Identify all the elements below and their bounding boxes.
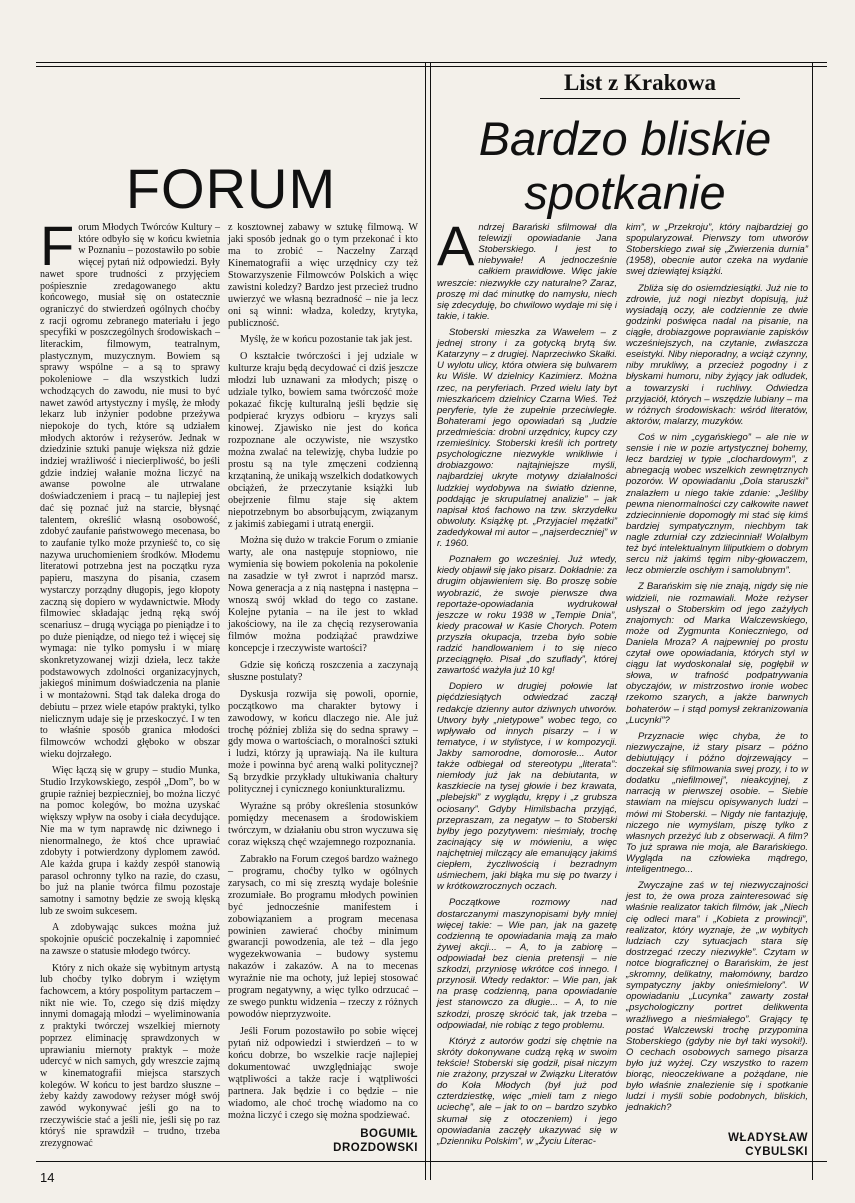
author-signature-forum [300, 1127, 418, 1155]
column-divider [425, 62, 426, 1180]
paragraph-text: ndrzej Barański sfilmował dla telewizji opowiadanie Jana Stoberskiego. I jest to niebywałe! A jednocześnie całkiem prawidłowe. Więc jakie wreszcie: niezwykłe czy naturalne? Zaraz, proszę mi dać minutkę do namysłu, niech się zdecyduję, bo chwilowo wydaje mi się i takie, i takie. [437, 222, 617, 322]
bottom-rule [36, 1161, 827, 1162]
paragraph: Stoberski mieszka za Wawelem – z jednej strony i za gotycką brytą św. Katarzyny – z drugiej. Naprzeciwko Skałki. U wylotu ulicy, która otwiera się bulwarem ku Wiśle. W dzielnicy Kazimierz. Można rzec, na peryferiach. Przed wielu laty byt mieszkańcem dzielnicy Czarna Wieś. Też peryferie, tyle że zupełnie przeciwległe. Bohaterami jego opowiadań są „ludzie przedmieścia: drobni urzędnicy, kupcy czy rzemieślnicy. Stoberski kreśli ich portrety psychologiczne niezwykle wnikliwie i drobiazgowo: najtajniejsze myśli, najbardziej ukryte motywy działalności ludzkiej wydobywa na światło dzienne, poddając je skrupulatnej analizie” – jak napisał ktoś fachowo na tzw. skrzydełku obwoluty. Książkę pt. „Przyjaciel mężatki” zadedykował mi autor – „najserdeczniej” w r. 1960. [437, 326, 617, 550]
paragraph: A zdobywając sukces można już spokojnie opuścić poczekalnię i zapomnieć na zawsze o statusie młodego twórcy. [40, 922, 220, 957]
forum-column-1 [40, 214, 220, 1150]
headline-line: Bardzo bliskie [478, 112, 772, 165]
paragraph: Zabrakło na Forum czegoś bardzo ważnego – programu, choćby tylko w ogólnych zarysach, co mi się zresztą wydaje boleśnie zrozumiałe. Bo programu młodych powinien być jednocześnie manifestem i zobowiązaniem a program mecenasa powinien zawierać choćby minimum gwarancji powodzenia, ale też – dla jego wygezekwowania – budowy systemu nakazów i zakazów. A na to mecenas wyraźnie nie ma ochoty, już lepiej stosować program negatywny, a więc tylko odrzucać – ze swego punktu widzenia – rzeczy z różnych powodów nieprzyzwoite. [228, 853, 418, 1021]
forum-title: FORUM [125, 156, 337, 220]
paragraph: Wyraźne są próby określenia stosunków pomiędzy mecenasem a środowiskiem twórczym, w działaniu obu stron wyczuwa się coraz większą chęć wzajemnego rozpoznania. [228, 801, 418, 848]
paragraph: Przyznacie więc chyba, że to niezwyczajne, iż stary pisarz – późno debiutujący i późno dojrzewający – doczekał się sfilmowania swej prozy, i to w dodatku „niefilmowej”, nieakcyjnej, z narracją w pierwszej osobie. – Siebie stawiam na miejscu opisywanych ludzi – mówi mi Stoberski. – Nigdy nie fantazjuję, niczego nie wymyślam, piszę tylko z własnych przeżyć lub z obserwacji. A film? To już sprawa nie moja, ale Barańskiego. Wygląda na człowieka mądrego, inteligentnego... [626, 730, 808, 876]
drop-cap: F [40, 214, 75, 277]
paragraph-text: orum Młodych Twórców Kultury – które odbyło się w końcu kwietnia w Poznaniu – pozostawiło po sobie więcej pytań niż odpowiedzi. Były nawet spore trudności z przyjęciem pośpiesznie zredagowanego aktu końcowego, musiał się on ostatecznie ograniczyć do stwierdzeń ogólnych choćby z racji ogromu zebranego materiału i jego specyfiki w poszczególnych środowiskach – literackim, filmowym, teatralnym, plastycznym, muzycznym. Bowiem są sprawy wspólne – a są to sprawy pokoleniowe – dla wszystkich ludzi wchodzących do zawodu, nie musi to być nawet zawód artystyczny i myślę, że młody lekarz lub inżynier podobne przeżywa niepokoje do tych, które są udziałem młodych aktorów i reżyserów. Jednak w dziedzinie sztuki panuje większa niż gdzie indziej wrażliwość i niecierpliwość, bo jeśli gdzie indziej wałanie można liczyć na awanse powolne ale utrwalane doświadczeniem i pracą – tu najlepiej jest dać się poznać już na starcie, błysnąć talentem, określić własną osobowość, zdobyć zaufanie państwowego mecenasa, bo to zaufanie tylko może przynieść to, co się nazywa uruchomieniem środków. Młodemu literatowi potrzebna jest na początku ryza papieru, maszyna do pisania, czasem wystarczy porządny długopis, jego kłopoty zaczną się dopiero w wydawnictwie. Młody filmowiec składając jedną ręką swój scenariusz – drugą wyciąga po pieniądze i to po duże pieniądze, od niego też i więcej się wymaga: nie tylko pomysłu i w miarę skonkretyzowanej wizji dzieła, lecz także podstawowych zdolności organizacyjnych, jakiegoś minimum doświadczenia na planie i w montażowni. Stąd tak daleka droga do debiutu – przez wiele etapów praktyki, tylko nielicznym udaje się je przeskoczyć. I w ten to właśnie sposób granica młodości filmowców wchodzi głęboko w obszar wieku dojrzałego. [40, 222, 220, 760]
signature-line: DROZDOWSKI [333, 1142, 418, 1154]
paragraph: Gdzie się kończą roszczenia a zaczynają słuszne postulaty? [228, 659, 418, 683]
paragraph [437, 214, 617, 322]
page-number: 14 [40, 1170, 55, 1185]
paragraph: Więc łączą się w grupy – studio Munka, Studio Irzykowskiego, zespół „Dom”, bo w grupie raźniej bezpieczniej, bo można liczyć na pomoc kolegów, bo można uzyskać większy wpływ na osoby i ciała decydujące. Nie ma w tym naprawdę nic dziwnego i nienormalnego, że ktoś chce uprawiać zdobyty i potwierdzony dyplomem zawód. Ale każda grupa i każdy zespół stanowią parasol ochronny tylko na razie, do czasu, bo już na planie twórca filmu pozostaje samotny i samotny będzie ze swoją klęską lub ze swoim sukcesem. [40, 765, 220, 917]
paragraph: Myślę, że w końcu pozostanie tak jak jest. [240, 334, 413, 346]
paragraph: Dopiero w drugiej połowie lat pięćdziesiątych odwiedzać zaczął redakcje dzienny autor dziwnych utworów. Utwory były „nietypowe” wobec tego, co wpływało od innych pisarzy – i w tematyce, i w stylistyce, i w kompozycji. Jakby samorodne, domorosłe... Autor także odbiegał od stereotypu „literata”: niemłody już jak na debiutanta, w kaszkiecie na tysej głowie i bez krawata, „plebejski” z wyglądu, krępy i „z grubsza ociosany”. Gdyby Himilsbacha przyjąć, przepraszam, za negatyw – to Stoberski byłby jego pozytywem: nieśmiały, trochę zacinający się w mówieniu, a więc najchętniej milczący ale emanujący jakimś ciepłem, życzliwością i bezradnym uśmiechem, jaki błąka mu się po twarzy i w krótkowzrocznych oczach. [437, 681, 617, 893]
author-signature-krakow [690, 1131, 808, 1159]
drop-cap: A [437, 214, 475, 277]
forum-column-2 [228, 222, 418, 1122]
paragraph: Któryż z autorów godzi się chętnie na skróty dokonywane cudzą ręką w swoim tekście! Stoberski się godził, pisał niczym nie zrażony, przyszał w Związku Literatów do Koła Młodych (był już pod czterdziestkę, więc „mieli tam z niego uciechę”, ale – jak to on – bardzo szybko skumał się z otoczeniem) i jego opowiadania zaczęły ukazywać się w „Dzienniku Polskim”, w „Życiu Literac- [437, 1035, 617, 1147]
paragraph: Zwyczajne zaś w tej niezwyczajności jest to, że owa proza zainteresować się właśnie realizator takich filmów, jak „Niech cię odleci mara” i „Kobieta z prowincji”, realizator, który wyznaje, że „w wybitych ludziach czy sytuacjach stara się dostrzegać rzeczy niezwykłe”. Czytam w notce biograficznej o Barańskim, że jest „skromny, delikatny, małomówny, bardzo sympatyczny jakby onieśmielony”. W opowiadaniu „Lucynka” zawarty został „psychologiczny portret delikwenta wrażliwego a nieśmiałego”. Grający tę postać Walczewski trochę przypomina Stoberskiego (gdyby nie był taki wysoki!). O cechach osobowych samego pisarza było już wyżej. Czy wszystko to razem biorąc, nieoczekiwane a pożądane, nie było właśnie znalezienie się i spotkanie ludzi i myśli sobie podobnych, bliskich, jednakich? [626, 880, 808, 1114]
headline-line: spotkanie [524, 166, 726, 219]
paragraph: Jeśli Forum pozostawiło po sobie więcej pytań niż odpowiedzi i stwierdzeń – to w końcu dobrze, bo wszelkie racje najlepiej dokumentować uwzględniając swoje wątpliwości a także racje i wątpliwości partnera. Jak będzie i co będzie – nie wiadomo, ale choć trochę wiadomo na co można liczyć i czego się można spodziewać. [228, 1026, 418, 1121]
paragraph: O kształcie twórczości i jej udziale w kulturze kraju będą decydować ci dziś jeszcze młodzi lub uznawani za młodych; piszę o udziale tylko, bowiem sama twórczość może pokazać fikcję kulturalną jeśli będzie się podpierać kryzys odbioru – kryzys sali kinowej. Zjawisko nie jest do końca rozpoznane ale oczywiste, nie wszystko można zwalać na telewizję, chyba ludzie po prostu są na tyle zmęczeni codzienną krzątaniną, że unikają wszelkich dodatkowych obciążeń, że przeczytanie książki lub obejrzenie filmu staje się aktem niepotrzebnym bo absorbującym, związanym z jakimiś zabiegami i utratą energii. [228, 351, 418, 530]
krakow-column-2 [626, 222, 808, 1114]
column-divider [812, 62, 813, 1180]
signature-line: WŁADYSŁAW [728, 1132, 808, 1144]
paragraph: Z Barańskim się nie znają, nigdy się nie widzieli, nie rozmawiali. Może reżyser usłyszał o Stoberskim od jego zażyłych znajomych: od Marka Walczewskiego, może od Zygmunta Konieczniego, od Daniela Mroza? A najpewniej po prostu czytał owe opowiadania, których styl w ciągu lat wydoskonalał się, pogłębił w słowa, w trafność podpatrywania obyczajów, w mistrzostwo ironie wobec rzekomo szarych, a jakże barwnych bohaterów – i stąd pomysł zekranizowania „Lucynki”? [626, 581, 808, 726]
paragraph: Zbliża się do osiemdziesiątki. Już nie to zdrowie, już nogi niezbyt dopisują, już wysiadają oczy, ale codziennie ze dwie godzinki poświęca nadal na pisanie, na ciągłe, drobiazgowe poprawianie zapisków wcześniejszych, na czytanie, zwłaszcza eseistyki. Niby nieporadny, a wciąż czynny, niby mrukliwy, a przecież pogodny i z błyskami humoru, niby żyjący jak odludek, a towarzyski i ruchliwy. Odwiedza przyjaciół, których – wszędzie lubiany – ma w różnych środowiskach: wśród literatów, aktorów, malarzy, muzyków. [626, 282, 808, 427]
top-rule-thin [36, 66, 827, 67]
paragraph: Który z nich okaże się wybitnym artystą lub choćby tylko dobrym i wziętym fachowcem, a który pospolitym partaczem – nikt nie wie. To, czego się dziś między innymi domagają młodzi – wyeliminowania z praktyki twórczej wszelkiej miernoty poprzez eliminację sprawdzonych w uprawianiu miernoty praktyk – może udercyć w nich samych, gdy wreszcie zajmą w kinematografii miejsca starszych kolegów. W końcu to jest bardzo słuszne – żeby każdy zawodowy reżyser mógł swój zawód wykonywać jeśli go na to rzeczywiście stać a jeśli nie, jeśli się po raz któryś nie sprawdził – trudno, trzeba zrezygnować [40, 962, 220, 1150]
top-rule [36, 62, 827, 63]
paragraph: Można się dużo w trakcie Forum o zmianie warty, ale ona następuje stopniowo, nie wymienia się bowiem pokolenia na pokolenie na zasadzie w tył zwrot i naprzód marsz. Nowa generacja a z nią następna i następna – wnoszą swój wkład do tego co zastane. Kolejne pytania – na ile jest to wkład jakościowy, na ile za chęcią rezyserowania filmów można podziążać prawdziwe koncepcje i rzeczywiste wartości? [228, 535, 418, 654]
paragraph [40, 214, 220, 760]
signature-line: CYBULSKI [745, 1146, 808, 1158]
paragraph: Coś w nim „cygańskiego” – ale nie w sensie i nie w pozie artystycznej bohemy, lecz bardziej w typie „clochardowym”, z abnegacją wobec wszelkich zewnętrznych pozorów. W opowiadaniu „Dola staruszki” znalazłem u niego takie zdanie: „Jeśliby pewna nienormalności czy całkowite nawet zdziecinnienie dopomogły mi stać się kimś bardziej sympatycznym, niechbym tak nagle zdurniał czy zdziecinniał! Wolałbym też być intelektualnym liliputkiem o dobrym sercu niż jakimś tęgim niby-głowaczem, lecz obmierzle oschłym i samolubnym”. [626, 431, 808, 577]
article-headline [440, 112, 810, 220]
krakow-column-1 [437, 214, 617, 1147]
paragraph: Początkowe rozmowy nad dostarczanymi maszynopisami były mniej więcej takie: – Wie pan, jak na gazetę codzienną te opowiadania mają za mało żywej akcji... – A, to ja zabiorę – odpowiadał bez cienia pretensji – nie szkodzi, przyniosę wkrótce coś innego. I przynosił. Wtedy redaktor: – Wie pan, jak na prasę codzienną, pana opowiadanie jest stanowczo za długie... – A, to nie szkodzi, proszę skrócić tak, jak trzeba – odpowiadał, nie robiąc z tego problemu. [437, 897, 617, 1031]
signature-line: BOGUMIŁ [360, 1128, 418, 1140]
column-divider [430, 62, 431, 1180]
paragraph: Dyskusja rozwija się powoli, opornie, początkowo ma charakter bytowy i zawodowy, w końcu dlaczego nie. Ale już trochę później zbliża się do sedna sprawy – gdy mowa o wartościach, o moralności sztuki i ludzi, którzy ją uprawiają. Na ile kultura może i powinna być areną walki politycznej? Są brzydkie przykłady ultukiwania chałtury politycznej i cynicznego koniunkturalizmu. [228, 688, 418, 796]
section-kicker: List z Krakowa [540, 70, 740, 99]
paragraph: z kosztownej zabawy w sztukę filmową. W jaki sposób jednak go o tym przekonać i kto ma to zrobić – Naczelny Zarząd Kinematografii a więc urzędnicy czy też Stowarzyszenie Filmowców Polskich a więc zawistni koledzy? Bardzo jest przecież trudno uwierzyć we własną bezradność – nie ja lecz oni są winni: władza, koledzy, krytyka, publiczność. [228, 222, 418, 329]
paragraph: Poznałem go wcześniej. Już wtedy, kiedy objawił się jako pisarz. Dokładnie: za drugim objawieniem się. Bo proszę sobie wyobrazić, że swoje pierwsze dwa reportaże-opowiadania wydrukował jeszcze w roku 1938 w „Tempie Dnia”, kiedy pracował w Kasie Chorych. Potem przyszła okupacja, trzeba było sobie radzić handlowaniem i to się nieco przeciągnęło. Pisał „do szuflady”, której zawartość ważyła już 10 kg! [437, 554, 617, 677]
paragraph: kim”, w „Przekroju”, który najbardziej go spopularyzował. Pierwszy tom utworów Stoberskiego zwał się „Zwierzenia durnia” (1958), obecnie autor czeka na wydanie swej dziewiątej książki. [626, 222, 808, 278]
